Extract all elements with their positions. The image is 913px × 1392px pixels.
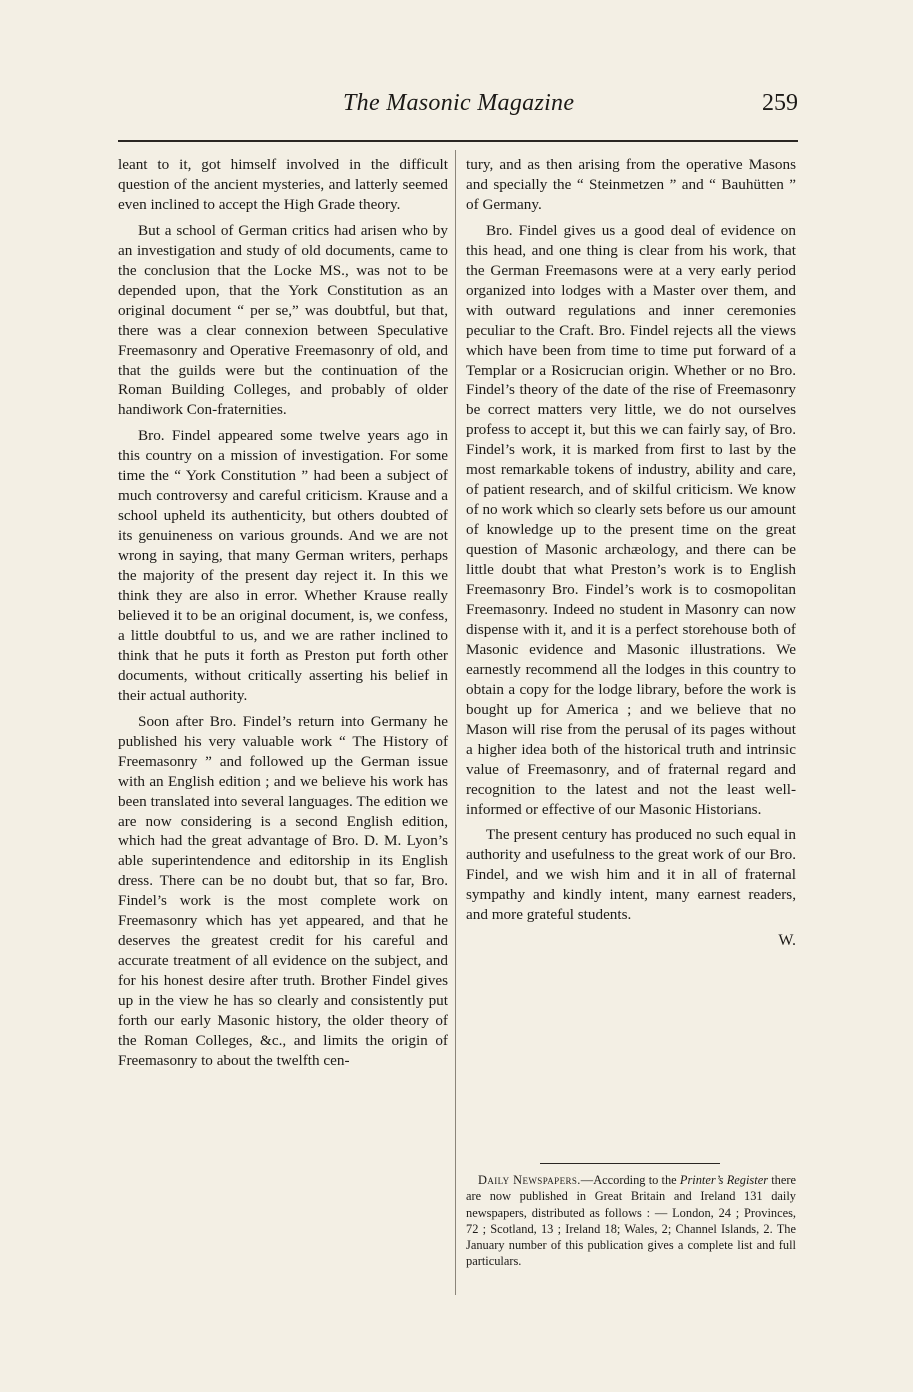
paragraph: tury, and as then arising from the operative Masons and specially the “ Steinmetzen ” and “ Bauhütten ” of Germany. — [466, 156, 796, 213]
note-text: —According to the — [580, 1173, 680, 1187]
author-signature: W. — [778, 932, 796, 950]
footnote-rule — [540, 1163, 720, 1164]
news-note — [466, 1172, 796, 1270]
left-column — [118, 155, 448, 1077]
note-text: there are now published in Great Britain and Ireland 131 daily newspapers, distributed as follows : — London, 24 ; Provinces, 72 ; Scotland, 13 ; Ireland 18; Wales, 2; Channel Islands, 2. The January number of this publication gives a complete list and full particulars. — [466, 1173, 796, 1269]
paragraph: Soon after Bro. Findel’s return into Germany he published his very valuable work “ The History of Freemasonry ” and followed up the German issue with an English edition ; and we believe his work has been translated into several languages. The edition we are now considering is a second English edition, which had the great advantage of Bro. D. M. Lyon’s able superintendence and editorship in its English dress. There can be no doubt but, that so far, Bro. Findel’s work is the most complete work on Freemasonry which has yet appeared, and that he deserves the greatest credit for his careful and accurate treatment of all evidence on the subject, and for his honest desire after truth. Brother Findel gives up in the view he has so clearly and consistently put forth our early Masonic history, the older theory of the Roman Colleges, &c., and limits the origin of Freemasonry to about the twelfth cen- — [118, 712, 448, 1069]
page-number: 259 — [762, 90, 798, 116]
paragraph: The present century has produced no such equal in authority and usefulness to the great work of our Bro. Findel, and we wish him and it in all of fraternal sympathy and kindly intent, many earnest readers, and more grateful students. — [466, 826, 796, 924]
note-source: Printer’s Register — [679, 1173, 769, 1187]
paragraph: Bro. Findel gives us a good deal of evidence on this head, and one thing is clear from his work, that the German Freemasons were at a very early period organized into lodges with a Master over them, and with outward regulations and inner ceremonies peculiar to the Craft. Bro. Findel rejects all the views which have been from time to time put forward of a Templar or a Rosicrucian origin. Whether or no Bro. Findel’s theory of the date of the rise of Freemasonry be correct matters very little, we do not ourselves profess to accept it, but this we can fairly say, of Bro. Findel’s work, it is marked from first to last by the most remarkable tokens of industry, ability and care, of patient research, and of skilful criticism. We know of no work which so clearly sets before us our amount of knowledge up to the present time on the great question of Masonic archæology, and there can be little doubt that what Preston’s work is to English Freemasonry Bro. Findel’s work is to cosmopolitan Freemasonry. Indeed no student in Masonry can now dispense with it, and it is a perfect storehouse both of Masonic evidence and Masonic illustrations. We earnestly recommend all the lodges in this country to obtain a copy for the lodge library, before the work is bought up for America ; and we believe that no Mason will rise from the perusal of its pages without a higher idea both of the historical truth and intrinsic value of Freemasonry, and of fraternal regard and recognition to the latest and not the least well-informed or effective of our Masonic Historians. — [466, 221, 796, 818]
header-rule — [118, 140, 798, 142]
paragraph: Bro. Findel appeared some twelve years ago in this country on a mission of investigation. For some time the “ York Constitution ” had been a subject of much controversy and careful criticism. Krause and a school upheld its authenticity, but others doubted of its genuineness on various grounds. And we are not wrong in saying, that many German writers, perhaps the majority of the present day reject it. In this we think they are also in error. Whether Krause really believed it to be an original document, is, we confess, a little doubtful to us, and we are rather inclined to think that he puts it forth as Preston put forth other documents, without critically asserting his belief in their actual authority. — [118, 427, 448, 704]
paragraph: But a school of German critics had arisen who by an investigation and study of old documents, came to the conclusion that the Locke MS., was not to be depended upon, that the York Constitution as an original document “ per se,” was doubtful, but that, there was a clear connexion between Speculative Freemasonry and Operative Freemasonry of old, and that the guilds were but the continuation of the Roman Building Colleges, and probably of older handiwork Con-fraternities. — [118, 221, 448, 419]
right-column — [466, 155, 796, 957]
note-lead: Daily Newspapers. — [478, 1173, 581, 1187]
column-divider — [455, 150, 456, 1295]
running-title: The Masonic Magazine — [343, 90, 575, 116]
page-header — [118, 88, 798, 128]
paragraph: leant to it, got himself involved in the difficult question of the ancient mysteries, and latterly seemed even inclined to accept the High Grade theory. — [118, 156, 448, 213]
